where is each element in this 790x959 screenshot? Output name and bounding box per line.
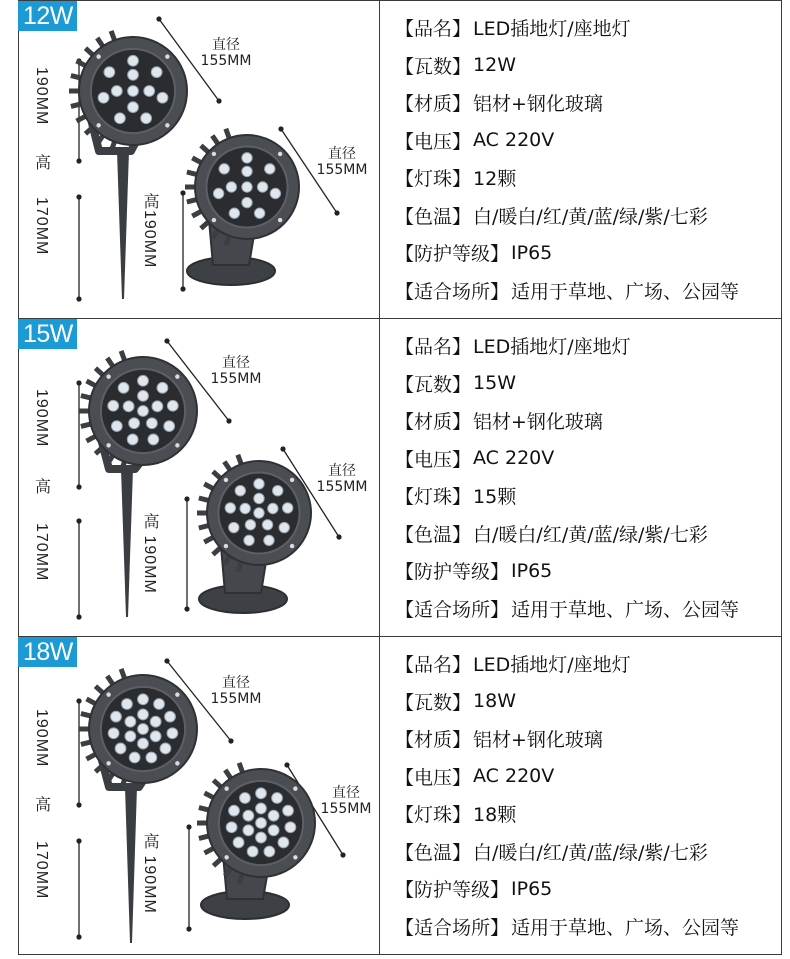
spec-line [381, 645, 781, 683]
led-bead [256, 832, 267, 843]
spec-line [381, 365, 781, 403]
spike-lamp [79, 669, 197, 789]
led-bead [256, 788, 267, 799]
spike [121, 469, 133, 617]
column-divider [379, 1, 380, 318]
product-figure [19, 637, 379, 954]
spec-value: 12W [473, 54, 516, 77]
height-guide-bottom [76, 838, 81, 939]
led-bead [285, 822, 296, 833]
spec-line [381, 552, 781, 590]
product-figure [19, 1, 379, 318]
led-bead [125, 731, 136, 742]
led-bead [114, 113, 125, 124]
spec-line [381, 122, 781, 160]
led-bead [157, 92, 168, 103]
ground-spike [121, 469, 133, 617]
screw [293, 855, 297, 859]
led-bead [118, 382, 129, 393]
spec-value: 适用于草地、广场、公园等 [511, 598, 740, 621]
screw [106, 443, 110, 447]
led-bead [264, 846, 275, 857]
base-height-guide [184, 496, 189, 611]
led-bead [235, 485, 245, 495]
led-bead [282, 503, 292, 513]
spec-value: AC 220V [473, 447, 555, 470]
led-bead [225, 503, 235, 513]
led-bead [138, 738, 149, 749]
screw [96, 54, 100, 58]
diameter-label-1: 直径 155MM [200, 37, 252, 69]
led-bead [242, 166, 252, 176]
spec-key: 【品名】 [395, 18, 472, 41]
led-bead [154, 699, 165, 710]
screw [290, 544, 294, 548]
screw [165, 54, 169, 58]
led-bead [265, 164, 275, 174]
product-figure [19, 319, 379, 636]
spec-key: 【色温】 [395, 523, 472, 546]
spec-key: 【材质】 [395, 93, 472, 116]
screw [278, 152, 282, 156]
screw [175, 443, 179, 447]
diameter-label-1: 直径 155MM [210, 355, 262, 387]
led-bead [129, 418, 140, 429]
led-bead [245, 520, 255, 530]
led-bead [127, 434, 138, 445]
screw [224, 855, 228, 859]
screw [293, 786, 297, 790]
led-bead [272, 793, 283, 804]
height-guide-bottom [76, 194, 81, 301]
base-height-label: 高190MM [141, 193, 158, 269]
screw [224, 544, 228, 548]
screw [175, 374, 179, 378]
led-bead [262, 520, 272, 530]
led-bead [226, 182, 236, 192]
screw [165, 123, 169, 127]
spec-value: IP65 [511, 241, 553, 264]
screw [290, 478, 294, 482]
led-bead [138, 375, 149, 386]
spec-line [381, 402, 781, 440]
led-bead [98, 92, 109, 103]
spike-height-label: 170MM [33, 523, 50, 582]
spec-value: 15W [473, 372, 516, 395]
product-row [18, 0, 782, 319]
led-bead [254, 508, 264, 518]
led-bead [264, 535, 274, 545]
spec-value: 适用于草地、广场、公园等 [511, 916, 740, 939]
led-bead [146, 752, 157, 763]
product-row [18, 637, 782, 955]
spec-line [381, 758, 781, 796]
led-bead [256, 818, 267, 829]
led-bead [229, 208, 239, 218]
led-bead [270, 188, 280, 198]
screw [224, 478, 228, 482]
spec-value: 15颗 [473, 486, 517, 509]
led-bead [128, 86, 139, 97]
spec-key: 【电压】 [395, 130, 472, 153]
base-height-label: 高 190MM [141, 513, 158, 594]
screw [96, 123, 100, 127]
spec-value: 白/暖白/红/黄/蓝/绿/紫/七彩 [473, 523, 708, 546]
screw [212, 218, 216, 222]
spec-line [381, 590, 781, 628]
spec-value: AC 220V [473, 765, 555, 788]
spec-value: LED插地灯/座地灯 [473, 336, 631, 359]
spec-value: 18颗 [473, 804, 517, 827]
wattage-badge: 18W [18, 637, 77, 667]
spec-value: LED插地灯/座地灯 [473, 18, 631, 41]
spec-line [381, 720, 781, 758]
total-height-label: 190MM [33, 389, 50, 448]
led-bead [138, 694, 149, 705]
led-bead [268, 825, 279, 836]
ground-spike [125, 787, 137, 943]
spec-key: 【瓦数】 [395, 373, 472, 396]
spec-line [381, 234, 781, 272]
spec-line [381, 197, 781, 235]
spec-value: IP65 [511, 877, 553, 900]
ground-spike [117, 151, 129, 299]
led-bead [108, 728, 119, 739]
spec-key: 【电压】 [395, 448, 472, 471]
led-bead [108, 400, 119, 411]
spec-key: 【防护等级】 [395, 243, 510, 266]
spec-key: 【电压】 [395, 766, 472, 789]
spec-key: 【灯珠】 [395, 486, 472, 509]
height-word: 高 [34, 795, 51, 814]
led-bead [141, 113, 152, 124]
led-bead [229, 805, 240, 816]
led-bead [123, 401, 134, 412]
spec-line [381, 440, 781, 478]
led-bead [125, 716, 136, 727]
spike-lamp [69, 31, 187, 151]
spec-value: 适用于草地、广场、公园等 [511, 280, 740, 303]
led-bead [242, 197, 252, 207]
spec-line [381, 84, 781, 122]
spec-line [381, 908, 781, 946]
spike-lamp [79, 351, 197, 471]
led-bead [226, 822, 237, 833]
spec-value: 铝材+钢化玻璃 [473, 729, 603, 752]
screw [212, 152, 216, 156]
led-bead [233, 837, 244, 848]
spike-height-label: 170MM [33, 841, 50, 900]
led-bead [167, 400, 178, 411]
led-bead [242, 182, 252, 192]
height-word: 高 [34, 153, 51, 172]
led-bead [138, 390, 149, 401]
led-bead [254, 479, 264, 489]
spec-line [381, 47, 781, 85]
led-bead [167, 728, 178, 739]
led-bead [160, 743, 171, 754]
spec-key: 【适合场所】 [395, 916, 510, 939]
total-height-label: 190MM [33, 67, 50, 126]
screw [224, 786, 228, 790]
spec-value: 铝材+钢化玻璃 [473, 411, 603, 434]
spec-key: 【瓦数】 [395, 691, 472, 714]
diameter-label-1: 直径 155MM [210, 675, 262, 707]
led-bead [254, 493, 264, 503]
spec-line [381, 683, 781, 721]
led-bead [213, 188, 223, 198]
total-height-label: 190MM [33, 709, 50, 768]
base-height-label: 高 190MM [141, 833, 158, 914]
spec-list [381, 645, 781, 945]
wattage-badge: 15W [18, 319, 77, 349]
led-bead [283, 805, 294, 816]
spec-value: AC 220V [473, 129, 555, 152]
diameter-label-2: 直径 155MM [316, 146, 368, 178]
spec-key: 【色温】 [395, 205, 472, 228]
spec-line [381, 515, 781, 553]
spec-value: 白/暖白/红/黄/蓝/绿/紫/七彩 [473, 841, 708, 864]
height-word: 高 [34, 477, 51, 496]
spec-key: 【防护等级】 [395, 879, 510, 902]
led-bead [257, 182, 267, 192]
base-lamp [197, 455, 311, 572]
spike-height-label: 170MM [33, 197, 50, 256]
led-bead [111, 421, 122, 432]
led-bead [243, 810, 254, 821]
spec-value: IP65 [511, 559, 553, 582]
led-bead [164, 421, 175, 432]
led-bead [254, 208, 264, 218]
diameter-label-2: 直径 155MM [316, 463, 368, 495]
column-divider [379, 319, 380, 636]
led-bead [273, 485, 283, 495]
led-bead [122, 699, 133, 710]
spec-key: 【品名】 [395, 336, 472, 359]
led-bead [128, 69, 139, 80]
screw [106, 374, 110, 378]
led-bead [129, 752, 140, 763]
screw [106, 761, 110, 765]
spec-key: 【灯珠】 [395, 804, 472, 827]
led-bead [243, 825, 254, 836]
led-bead [115, 743, 126, 754]
spec-key: 【材质】 [395, 729, 472, 752]
spec-line [381, 833, 781, 871]
led-bead [152, 401, 163, 412]
spec-value: LED插地灯/座地灯 [473, 654, 631, 677]
screw [175, 761, 179, 765]
led-bead [138, 709, 149, 720]
base-height-guide [186, 824, 191, 931]
led-bead [268, 810, 279, 821]
led-bead [128, 102, 139, 113]
spec-line [381, 477, 781, 515]
led-bead [104, 67, 115, 78]
spec-line [381, 327, 781, 365]
spike [117, 151, 129, 299]
led-bead [128, 55, 139, 66]
led-bead [247, 846, 258, 857]
led-bead [279, 522, 289, 532]
spec-key: 【灯珠】 [395, 168, 472, 191]
led-bead [148, 434, 159, 445]
spec-line [381, 795, 781, 833]
spec-key: 【色温】 [395, 841, 472, 864]
led-bead [150, 716, 161, 727]
screw [175, 692, 179, 696]
base-height-guide [180, 190, 185, 291]
spec-line [381, 870, 781, 908]
spec-list [381, 9, 781, 309]
base-lamp [185, 129, 299, 246]
led-bead [244, 535, 254, 545]
spec-list [381, 327, 781, 627]
led-bead [151, 67, 162, 78]
led-bead [219, 164, 229, 174]
column-divider [379, 637, 380, 954]
led-bead [146, 418, 157, 429]
led-bead [240, 793, 251, 804]
screw [106, 692, 110, 696]
wattage-badge: 12W [18, 1, 77, 31]
led-bead [268, 503, 278, 513]
spec-key: 【适合场所】 [395, 280, 510, 303]
led-bead [256, 803, 267, 814]
spec-key: 【适合场所】 [395, 598, 510, 621]
led-bead [138, 406, 149, 417]
led-bead [165, 711, 176, 722]
spec-value: 白/暖白/红/黄/蓝/绿/紫/七彩 [473, 205, 708, 228]
spec-value: 18W [473, 690, 516, 713]
led-bead [138, 724, 149, 735]
spec-line [381, 159, 781, 197]
led-bead [242, 153, 252, 163]
led-bead [111, 711, 122, 722]
screw [278, 218, 282, 222]
spec-value: 铝材+钢化玻璃 [473, 93, 603, 116]
led-bead [157, 382, 168, 393]
led-bead [229, 522, 239, 532]
led-bead [111, 86, 122, 97]
product-row [18, 319, 782, 637]
spec-value: 12颗 [473, 168, 517, 191]
spec-line [381, 9, 781, 47]
spec-key: 【材质】 [395, 411, 472, 434]
led-bead [144, 86, 155, 97]
spike [125, 787, 137, 943]
spec-key: 【品名】 [395, 654, 472, 677]
height-guide-bottom [76, 518, 81, 619]
spec-key: 【防护等级】 [395, 561, 510, 584]
led-bead [240, 503, 250, 513]
spec-key: 【瓦数】 [395, 55, 472, 78]
led-bead [150, 731, 161, 742]
spec-line [381, 272, 781, 310]
led-bead [278, 837, 289, 848]
diameter-label-2: 直径 155MM [320, 785, 372, 817]
